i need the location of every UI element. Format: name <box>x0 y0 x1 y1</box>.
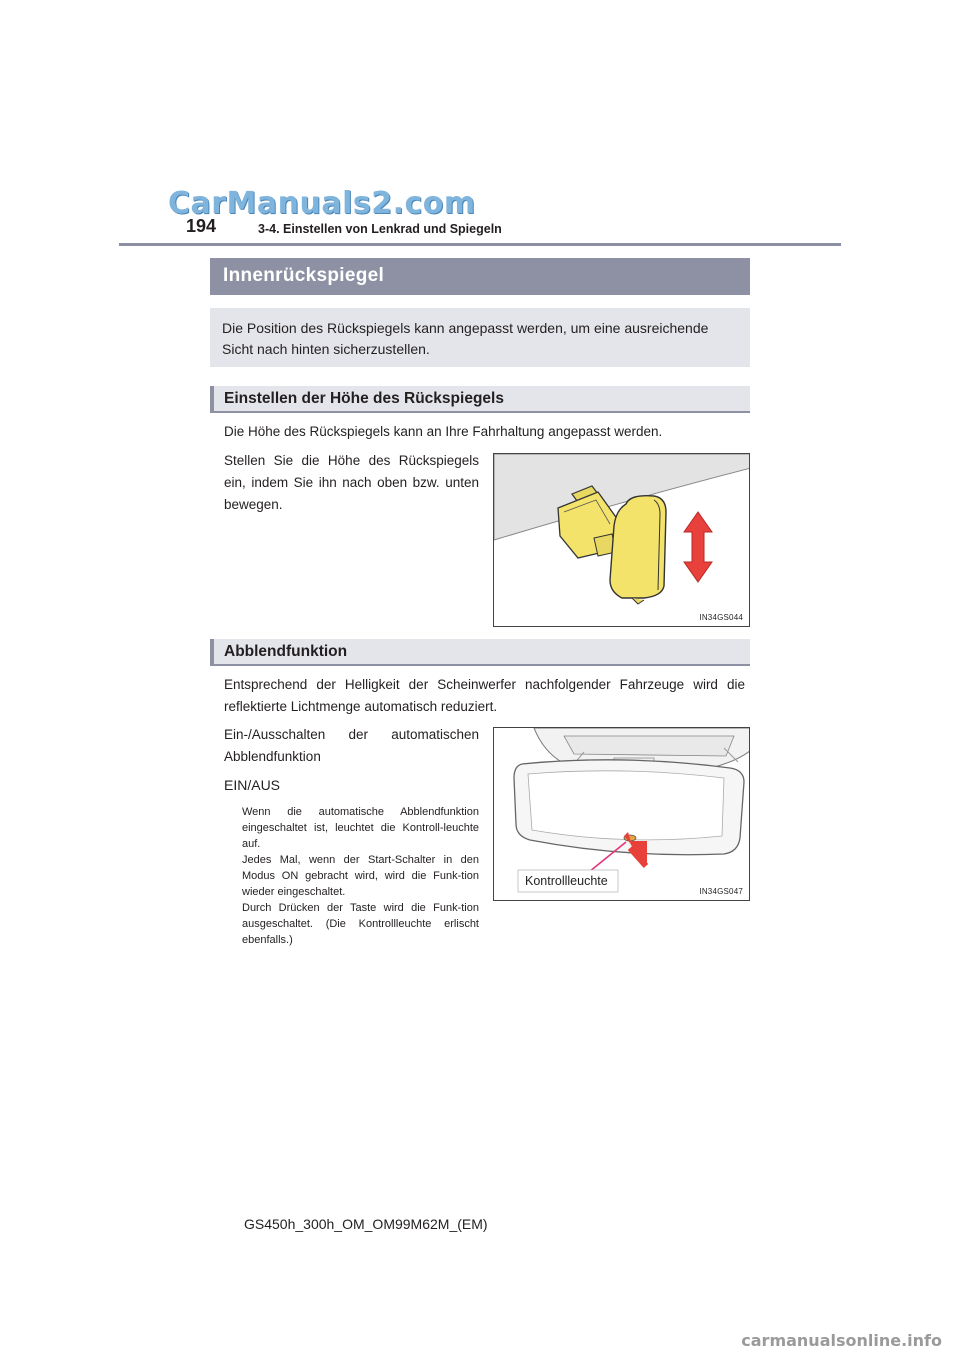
section-heading: 3-4. Einstellen von Lenkrad und Spiegeln <box>258 222 502 236</box>
dimming-section-heading-bar <box>210 639 750 666</box>
header-rule <box>119 243 841 246</box>
height-section-heading: Einstellen der Höhe des Rückspiegels <box>224 390 504 407</box>
page-title: Innenrückspiegel <box>223 265 385 286</box>
mirror-height-figure <box>493 453 750 627</box>
intro-text: Die Position des Rückspiegels kann angepasst werden, um eine ausreichende Sicht nach hinten sicherzustellen. <box>222 320 709 357</box>
dimming-section-heading: Abblendfunktion <box>224 643 348 660</box>
footer-code: GS450h_300h_OM_OM99M62M_(EM) <box>244 1216 488 1232</box>
mirror-height-illustration <box>494 454 750 627</box>
dimming-note: Wenn die automatische Abblendfunktion eingeschaltet ist, leuchtet die Kontroll-leuchte auf. Jedes Mal, wenn der Start-Schalter in den Modus ON gebracht wird, wird die Funk-tion wieder eingeschaltet. Durch Drücken der Taste wird die Funk-tion ausgeschaltet. (Die Kontrollleuchte erlischt ebenfalls.) <box>242 806 479 946</box>
dimming-section-lead: Entsprechend der Helligkeit der Scheinwerfer nachfolgender Fahrzeuge wird die reflektierte Lichtmenge automatisch reduziert. <box>224 677 745 714</box>
indicator-label: Kontrollleuchte <box>525 874 608 888</box>
page-title-bar <box>210 258 750 295</box>
figure-code: IN34GS047 <box>699 887 743 896</box>
watermark-bottom: carmanualsonline.info <box>741 1331 942 1350</box>
figure-code: IN34GS044 <box>699 613 743 622</box>
height-section-instruction: Stellen Sie die Höhe des Rückspiegels ein, indem Sie ihn nach oben bzw. unten bewegen. <box>224 453 479 512</box>
page-number: 194 <box>186 216 217 236</box>
height-section-heading-bar <box>210 386 750 413</box>
dimming-toggle-label: Ein-/Ausschalten der automatischen Abblendfunktion <box>224 727 479 764</box>
mirror-dimming-figure <box>493 727 750 901</box>
height-section-lead: Die Höhe des Rückspiegels kann an Ihre Fahrhaltung angepasst werden. <box>224 424 663 439</box>
dimming-state: EIN/AUS <box>224 777 281 793</box>
watermark-top: CarManuals2.com <box>168 186 476 221</box>
intro-box <box>210 308 750 367</box>
